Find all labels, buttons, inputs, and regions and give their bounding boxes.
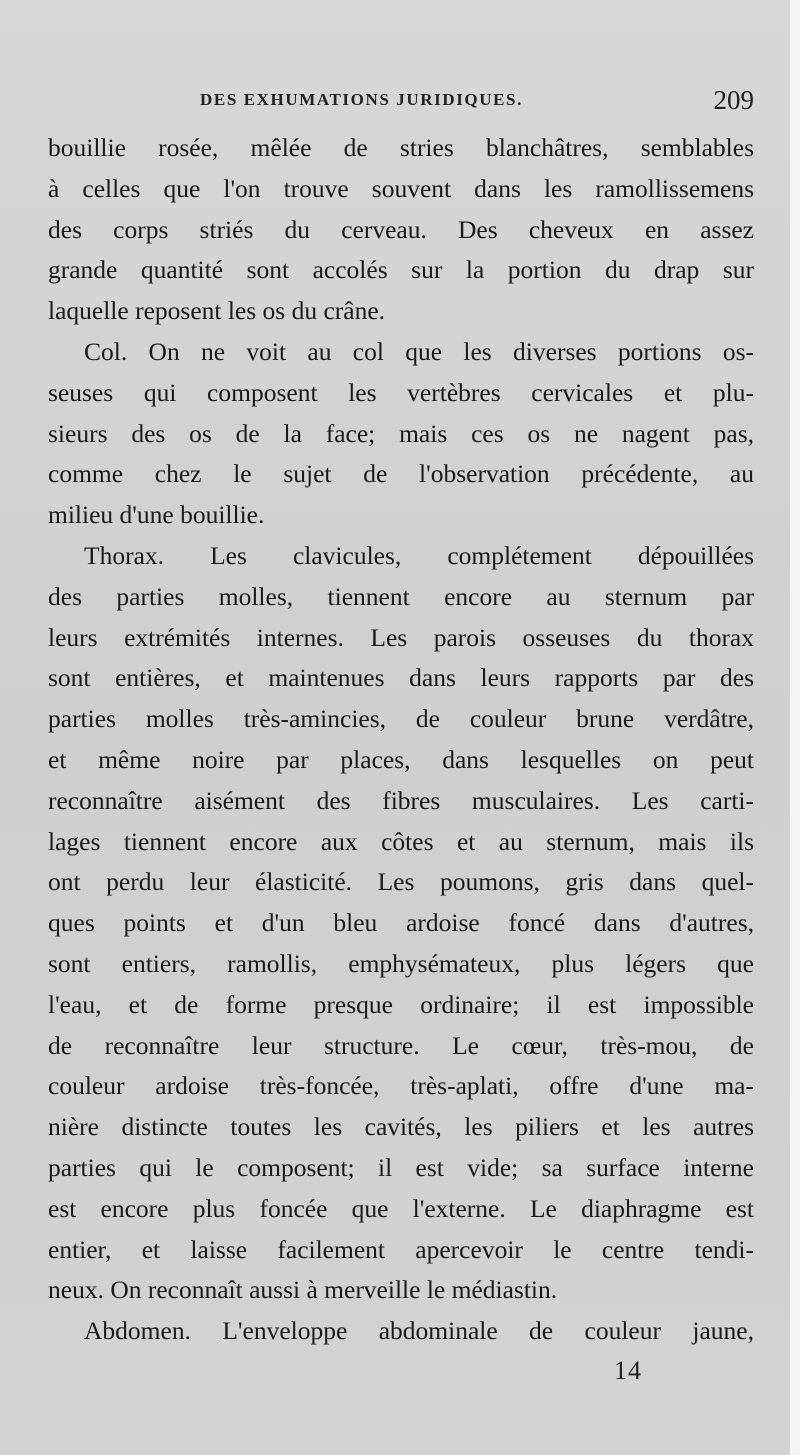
text-line: est encore plus foncée que l'externe. Le diaphragme est	[48, 1193, 754, 1223]
text-line: sieurs des os de la face; mais ces os ne nagent pas,	[48, 418, 754, 448]
text-line: reconnaître aisément des fibres musculaires. Les carti-	[48, 785, 754, 815]
text-line: ont perdu leur élasticité. Les poumons, gris dans quel-	[48, 867, 754, 897]
body-text	[48, 128, 754, 1352]
text-line: Col. On ne voit au col que les diverses portions os-	[84, 336, 754, 366]
text-line: de reconnaître leur structure. Le cœur, très-mou, de	[48, 1030, 754, 1060]
text-line: parties qui le composent; il est vide; sa surface interne	[48, 1152, 754, 1182]
running-title: DES EXHUMATIONS JURIDIQUES.	[200, 90, 523, 109]
text-line: seuses qui composent les vertèbres cervicales et plu-	[48, 377, 754, 407]
text-line: sont entiers, ramollis, emphysémateux, plus légers que	[48, 948, 754, 978]
text-line: nière distincte toutes les cavités, les piliers et les autres	[48, 1112, 754, 1142]
signature-mark: 14	[614, 1356, 642, 1385]
text-line: milieu d'une bouillie.	[48, 500, 265, 530]
text-line: lages tiennent encore aux côtes et au sternum, mais ils	[48, 826, 754, 856]
text-line: des parties molles, tiennent encore au sternum par	[48, 581, 754, 611]
text-line: à celles que l'on trouve souvent dans les ramollissemens	[48, 173, 754, 203]
text-line: comme chez le sujet de l'observation précédente, au	[48, 459, 754, 489]
text-line: laquelle reposent les os du crâne.	[48, 296, 386, 326]
page-edge	[790, 0, 800, 1455]
text-line: leurs extrémités internes. Les parois osseuses du thorax	[48, 622, 754, 652]
text-line: et même noire par places, dans lesquelles on peut	[48, 744, 754, 774]
text-line: grande quantité sont accolés sur la portion du drap sur	[48, 255, 754, 285]
text-line: des corps striés du cerveau. Des cheveux en assez	[48, 214, 754, 244]
text-line: l'eau, et de forme presque ordinaire; il est impossible	[48, 989, 754, 1019]
text-line: bouillie rosée, mêlée de stries blanchâtres, semblables	[48, 133, 754, 162]
text-line: sont entières, et maintenues dans leurs rapports par des	[48, 663, 754, 693]
text-line: Thorax. Les clavicules, complétement dépouillées	[84, 540, 754, 570]
text-line: neux. On reconnaît aussi à merveille le médiastin.	[48, 1275, 558, 1305]
page-number: 209	[713, 85, 754, 115]
text-line: parties molles très-amincies, de couleur brune verdâtre,	[48, 704, 754, 734]
text-line: Abdomen. L'enveloppe abdominale de couleur jaune,	[84, 1316, 754, 1346]
page-header	[48, 85, 754, 118]
text-line: entier, et laisse facilement apercevoir le centre tendi-	[48, 1234, 754, 1264]
text-line: ques points et d'un bleu ardoise foncé dans d'autres,	[48, 908, 754, 938]
text-line: couleur ardoise très-foncée, très-aplati, offre d'une ma-	[48, 1071, 754, 1101]
